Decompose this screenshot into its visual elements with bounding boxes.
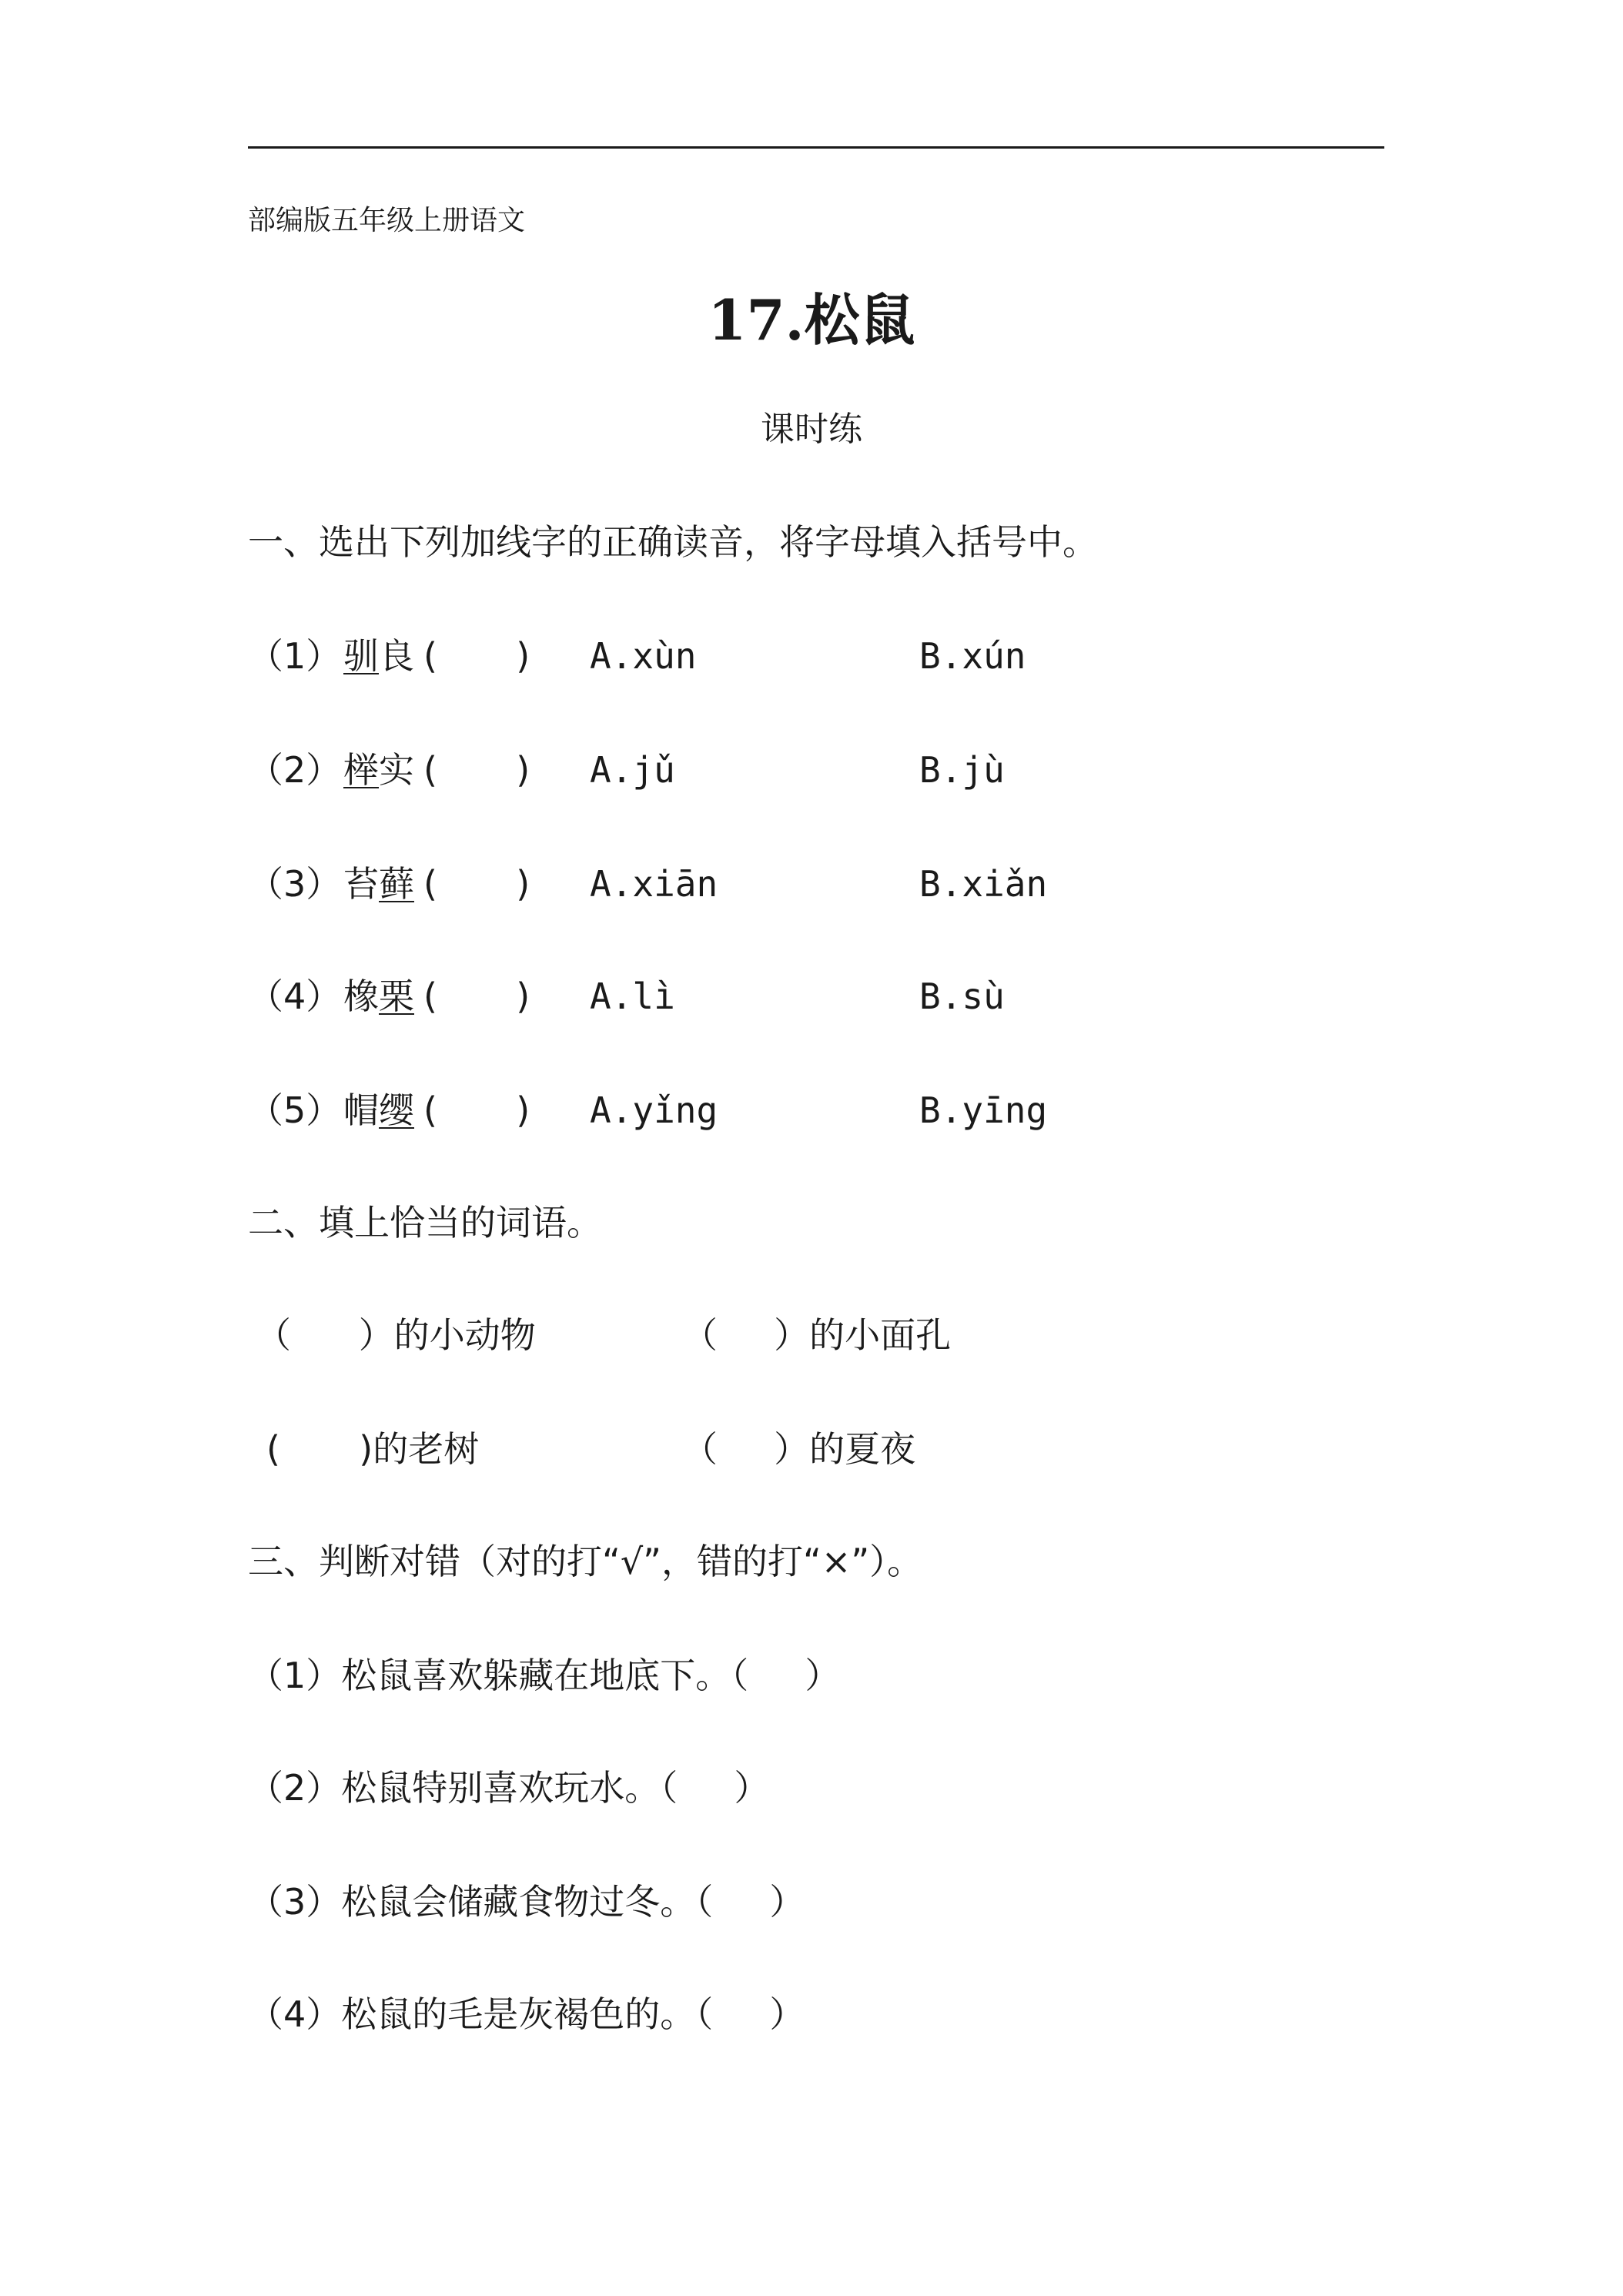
- section2-heading: 二、填上恰当的词语。: [248, 1202, 602, 1243]
- header-rule: [248, 146, 1384, 149]
- judgement-item[interactable]: （1）松鼠喜欢躲藏在地底下。（ ）: [248, 1655, 841, 1696]
- word-pre: 帽: [343, 1089, 379, 1131]
- answer-blank[interactable]: ( ): [423, 976, 530, 1017]
- fill-blank-right[interactable]: （ ）的小面孔: [682, 1314, 952, 1356]
- option-b: B.xún: [919, 635, 1026, 677]
- option-b: B.sù: [919, 976, 1005, 1017]
- option-b: B.xiǎn: [919, 863, 1048, 905]
- fill-row: [248, 1310, 952, 1360]
- pinyin-item: [248, 859, 1048, 909]
- answer-blank[interactable]: ( ): [423, 635, 530, 677]
- item-word: [343, 631, 414, 681]
- judgement-item[interactable]: （4）松鼠的毛是灰褐色的。（ ）: [248, 1993, 805, 2035]
- fill-blank-left[interactable]: （ ）的小动物: [256, 1314, 536, 1356]
- option-a: A.lì: [590, 976, 675, 1017]
- subject-label: 部编版五年级上册语文: [248, 205, 526, 236]
- answer-blank[interactable]: ( ): [423, 749, 530, 791]
- judgement-item[interactable]: （3）松鼠会储藏食物过冬。（ ）: [248, 1881, 805, 1923]
- option-a: A.jǔ: [590, 749, 675, 791]
- item-word: [343, 859, 414, 909]
- item-number: （5）: [248, 1089, 342, 1131]
- answer-blank[interactable]: ( ): [423, 863, 530, 905]
- fill-blank-left[interactable]: ( )的老树: [266, 1428, 480, 1470]
- pinyin-item: [248, 631, 1026, 681]
- pinyin-item: [248, 1086, 1048, 1135]
- answer-blank[interactable]: ( ): [423, 1089, 530, 1131]
- pinyin-item: [248, 745, 1005, 795]
- option-b: B.jù: [919, 749, 1005, 791]
- word-pre: 橡: [343, 976, 379, 1017]
- fill-row: [248, 1424, 916, 1474]
- item-number: （2）: [248, 749, 342, 791]
- section3-heading: 三、判断对错（对的打“√”，错的打“×”）。: [248, 1541, 923, 1582]
- page-title: 17.松鼠: [708, 287, 915, 353]
- option-a: A.xiān: [590, 863, 718, 905]
- judgement-item[interactable]: （2）松鼠特别喜欢玩水。（ ）: [248, 1767, 770, 1809]
- option-b: B.yīng: [919, 1089, 1048, 1131]
- option-a: A.xùn: [590, 635, 697, 677]
- word-post: 实: [379, 749, 414, 791]
- underlined-char: 藓: [379, 863, 414, 905]
- underlined-char: 缨: [379, 1089, 414, 1131]
- page-subtitle: 课时练: [761, 410, 862, 449]
- section1-heading: 一、选出下列加线字的正确读音，将字母填入括号中。: [248, 521, 1098, 563]
- underlined-char: 驯: [343, 635, 379, 677]
- item-word: [343, 745, 414, 795]
- item-word: [343, 972, 414, 1021]
- fill-blank-right[interactable]: （ ）的夏夜: [682, 1428, 916, 1470]
- underlined-char: 栗: [379, 976, 414, 1017]
- underlined-char: 榉: [343, 749, 379, 791]
- word-pre: 苔: [343, 863, 379, 905]
- item-number: （4）: [248, 976, 342, 1017]
- word-post: 良: [379, 635, 414, 677]
- item-number: （1）: [248, 635, 342, 677]
- option-a: A.yǐng: [590, 1089, 718, 1131]
- pinyin-item: [248, 972, 1005, 1021]
- item-number: （3）: [248, 863, 342, 905]
- item-word: [343, 1086, 414, 1135]
